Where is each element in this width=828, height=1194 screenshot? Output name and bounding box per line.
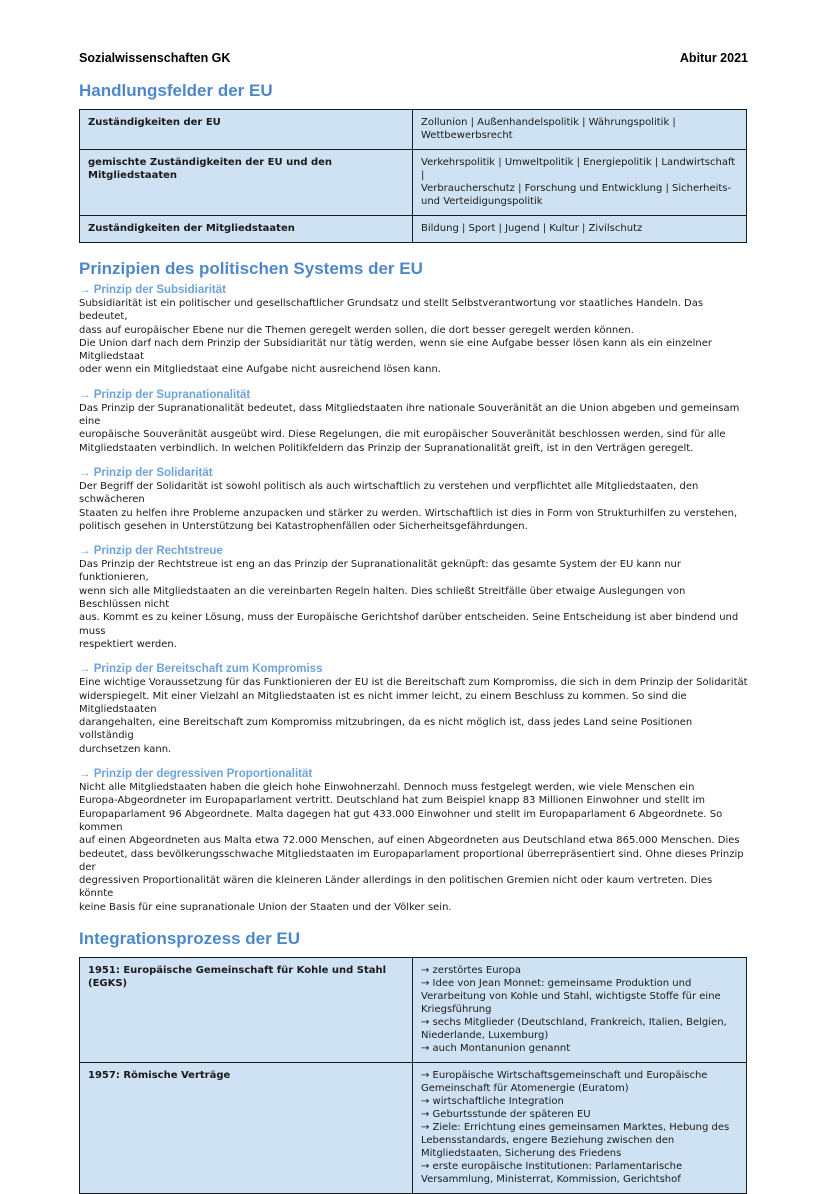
principle-text	[79, 781, 748, 914]
cell-line: Niederlande, Luxemburg)	[421, 1029, 549, 1041]
principle-title: → Prinzip der degressiven Proportionalität	[79, 768, 313, 781]
header-subject: Sozialwissenschaften GK	[79, 51, 231, 65]
table-cell-value	[413, 216, 747, 243]
text-line: darangehalten, eine Bereitschaft zum Kompromiss mitzubringen, da es nicht möglich ist, dass jedes Land seine Positionen vollständig	[79, 717, 693, 742]
cell-line: Verarbeitung von Kohle und Stahl, wichtigste Stoffe für eine	[421, 990, 721, 1002]
section-title-handlungsfelder: Handlungsfelder der EU	[79, 81, 273, 100]
cell-line: → Ziele: Errichtung eines gemeinsamen Marktes, Hebung des	[421, 1121, 730, 1133]
table-cell-value	[413, 150, 747, 216]
text-line: auf einen Abgeordneten aus Malta etwa 72.000 Menschen, auf einen Abgeordneten aus Deutschland etwa 865.000 Menschen. Dies	[79, 835, 740, 847]
principle-title: → Prinzip der Supranationalität	[79, 388, 251, 401]
text-line: Das Prinzip der Rechtstreue ist eng an das Prinzip der Supranationalität geknüpft: das gesamte System der EU kann nur funktionieren,	[79, 559, 681, 584]
text-line: Eine wichtige Voraussetzung für das Funktionieren der EU ist die Bereitschaft zum Kompromiss, die sich in dem Prinzip der Solidarität	[79, 677, 748, 689]
text-line: europäische Souveränität ausgeübt wird. Diese Regelungen, die mit europäischer Souveränität beschlossen werden, sind für alle	[79, 429, 726, 441]
principle-degressive-proportionalitaet	[79, 767, 748, 914]
cell-line: → Geburtsstunde der späteren EU	[421, 1108, 591, 1120]
text-line: Europaparlament 96 Abgeordnete. Malta dagegen hat gut 433.000 Einwohner und stellt im Europaparlament 6 Abgeordnete. So kommen	[79, 808, 723, 833]
cell-line: und Verteidigungspolitik	[421, 196, 543, 207]
text-line: bedeutet, dass bevölkerungsschwache Mitgliedstaaten im Europaparlament proportional überrepräsentiert sind. Ohne dieses Prinzip der	[79, 848, 744, 873]
cell-line: Mitgliedstaaten, Sicherung des Friedens	[421, 1147, 622, 1159]
table-cell-label: 1951: Europäische Gemeinschaft für Kohle und Stahl (EGKS)	[80, 957, 413, 1062]
text-line: respektiert werden.	[79, 638, 177, 650]
text-line: Nicht alle Mitgliedstaaten haben die gleich hohe Einwohnerzahl. Dennoch muss festgelegt werden, wie viele Menschen ein	[79, 782, 695, 794]
cell-line: Versammlung, Ministerrat, Kommission, Gerichtshof	[421, 1173, 681, 1185]
principle-subsidiaritaet	[79, 283, 748, 377]
cell-line: → zerstörtes Europa	[421, 964, 522, 976]
text-line: keine Basis für eine supranationale Union der Staaten und der Völker sein.	[79, 901, 452, 913]
principle-text	[79, 558, 748, 651]
table-cell-label: Zuständigkeiten der Mitgliedstaaten	[80, 216, 413, 243]
text-line: Der Begriff der Solidarität ist sowohl politisch als auch wirtschaftlich zu verstehen und verpflichtet alle Mitgliedstaaten, den schwächeren	[79, 480, 699, 506]
text-line: Das Prinzip der Supranationalität bedeutet, dass Mitgliedstaaten ihre nationale Souveränität an die Union abgeben und gemeinsam eine	[79, 402, 740, 428]
principle-text	[79, 676, 748, 756]
principle-solidaritaet	[79, 466, 748, 533]
table-cell-label: gemischte Zuständigkeiten der EU und den Mitgliedstaaten	[80, 150, 413, 216]
text-line: dass auf europäischer Ebene nur die Themen geregelt werden sollen, die dort besser geregelt werden können.	[79, 324, 634, 336]
text-line: Subsidiarität ist ein politischer und gesellschaftlicher Grundsatz und stellt Selbstverantwortung vor staatliches Handeln. Das bedeutet,	[79, 298, 704, 323]
cell-line: Gemeinschaft für Atomenergie (Euratom)	[421, 1082, 629, 1094]
table-row	[80, 1062, 747, 1193]
cell-line: → auch Montanunion genannt	[421, 1042, 571, 1054]
principle-text	[79, 480, 748, 533]
text-line: widerspiegelt. Mit einer Vielzahl an Mitgliedstaaten ist es nicht immer leicht, zu einem Beschluss zu kommen. So sind die Mitgliedstaaten	[79, 690, 687, 715]
principle-rechtstreue	[79, 544, 748, 651]
principle-title: → Prinzip der Solidarität	[79, 466, 213, 479]
section-title-integration: Integrationsprozess der EU	[79, 928, 301, 948]
text-line: durchsetzen kann.	[79, 743, 172, 755]
text-line: Staaten zu helfen ihre Probleme anzupacken und stärker zu werden. Wirtschaftlich ist dies in Form von Strukturhilfen zu verstehen,	[79, 507, 738, 519]
table-cell-value	[413, 110, 747, 150]
text-line: Europa-Abgeordneter im Europaparlament vertritt. Deutschland hat zum Beispiel knapp 83 Millionen Einwohner und stellt im	[79, 795, 705, 807]
principle-title: → Prinzip der Rechtstreue	[79, 545, 223, 558]
cell-line: → wirtschaftliche Integration	[421, 1095, 564, 1107]
table-row	[80, 110, 747, 150]
section-title-prinzipien: Prinzipien des politischen Systems der EU	[79, 259, 423, 278]
cell-line: → sechs Mitglieder (Deutschland, Frankreich, Italien, Belgien,	[421, 1016, 727, 1028]
cell-line: Zollunion | Außenhandelspolitik | Währungspolitik |	[421, 117, 676, 128]
handlungsfelder-table	[79, 109, 747, 243]
cell-line: Lebensstandards, engere Beziehung zwischen den	[421, 1134, 675, 1146]
text-line: Mitgliedstaaten verbindlich. In welchen Politikfeldern das Prinzip der Supranationalität greift, ist in den Verträgen geregelt.	[79, 442, 694, 454]
text-line: wenn sich alle Mitgliedstaaten an die vereinbarten Regeln halten. Dies schließt Streitfälle über etwaige Auslegungen von Beschlüssen nicht	[79, 585, 686, 611]
text-line: oder wenn ein Mitgliedstaat eine Aufgabe nicht ausreichend lösen kann.	[79, 364, 441, 376]
cell-line: → erste europäische Institutionen: Parlamentarische	[421, 1160, 683, 1172]
principle-supranationalitaet	[79, 388, 748, 455]
table-row	[80, 150, 747, 216]
principles-list	[79, 283, 748, 914]
cell-line: Wettbewerbsrecht	[421, 130, 513, 141]
text-line: degressiven Proportionalität wären die kleineren Länder allerdings in den politischen Gremien nicht oder kaum vertreten. Dies könnte	[79, 875, 713, 900]
table-cell-value	[413, 957, 747, 1062]
integration-table	[79, 957, 747, 1194]
table-cell-label: Zuständigkeiten der EU	[80, 110, 413, 150]
principle-text	[79, 297, 748, 377]
text-line: politisch gesehen in Unterstützung bei Katastrophenfällen oder Sicherheitsgefährdungen.	[79, 520, 528, 532]
header-year: Abitur 2021	[679, 51, 748, 65]
cell-line: Bildung | Sport | Jugend | Kultur | Zivilschutz	[421, 223, 643, 234]
cell-line: Verkehrspolitik | Umweltpolitik | Energiepolitik | Landwirtschaft |	[421, 157, 736, 181]
table-row	[80, 957, 747, 1062]
table-cell-value	[413, 1062, 747, 1193]
text-line: aus. Kommt es zu keiner Lösung, muss der Europäische Gerichtshof darüber entscheiden. Seine Entscheidung ist aber bindend und muss	[79, 612, 739, 637]
cell-line: Kriegsführung	[421, 1003, 492, 1015]
table-row	[80, 216, 747, 243]
text-line: Die Union darf nach dem Prinzip der Subsidiarität nur tätig werden, wenn sie eine Aufgabe besser lösen kann als ein einzelner Mitgliedstaat	[79, 337, 712, 363]
principle-kompromiss	[79, 662, 748, 756]
principle-title: → Prinzip der Subsidiarität	[79, 284, 226, 296]
principle-title: → Prinzip der Bereitschaft zum Kompromiss	[79, 663, 323, 676]
cell-line: → Idee von Jean Monnet: gemeinsame Produktion und	[421, 977, 692, 989]
cell-line: Verbraucherschutz | Forschung und Entwicklung | Sicherheits-	[421, 183, 732, 194]
principle-text	[79, 402, 748, 455]
cell-line: → Europäische Wirtschaftsgemeinschaft und Europäische	[421, 1069, 708, 1081]
page-header	[79, 0, 748, 65]
table-cell-label: 1957: Römische Verträge	[80, 1062, 413, 1193]
